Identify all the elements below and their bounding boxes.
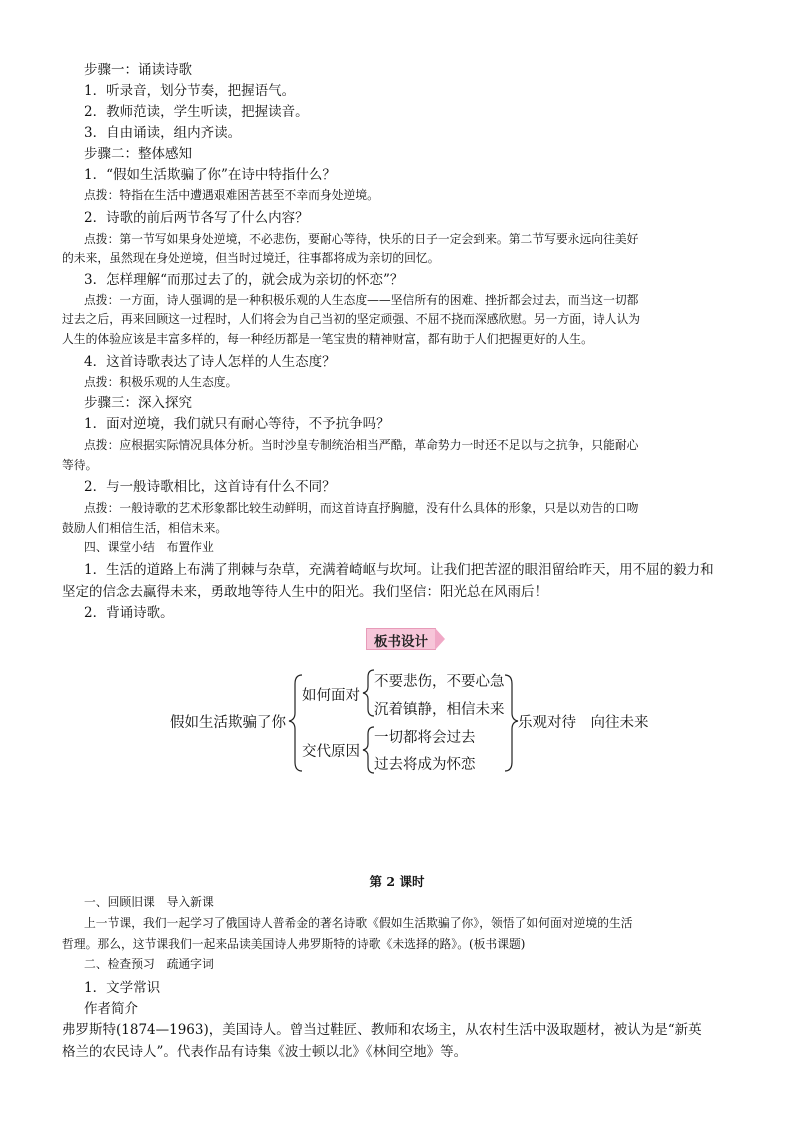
question-2: 2．诗歌的前后两节各写了什么内容？	[84, 210, 309, 226]
upper-left-brace	[363, 670, 374, 716]
answer-5-line-2: 等待。	[62, 458, 98, 472]
board-result: 乐观对待 向往未来	[518, 715, 649, 731]
question-6: 2．与一般诗歌相比，这首诗有什么不同？	[84, 479, 336, 495]
step1-item-2: 2．教师范读，学生听读，把握读音。	[84, 104, 309, 120]
answer-6-line-2: 鼓励人们相信生活，相信未来。	[62, 521, 228, 535]
question-1: 1．“假如生活欺骗了你”在诗中特指什么？	[84, 167, 336, 183]
lesson2-part2-title: 二、检查预习 疏通字词	[84, 957, 214, 971]
step3-title: 步骤三：深入探究	[84, 395, 192, 411]
board-branch-2-a: 一切都将会过去	[374, 730, 476, 746]
answer-6-line-1: 点拨：一般诗歌的艺术形象都比较生动鲜明，而这首诗直抒胸臆，没有什么具体的形象，只是以劝告的口吻	[84, 501, 639, 515]
board-branch-1: 如何面对	[302, 688, 360, 704]
step1-title: 步骤一：诵读诗歌	[84, 62, 192, 78]
part4-title: 四、课堂小结 布置作业	[84, 540, 214, 554]
author-title: 作者简介	[84, 1001, 138, 1017]
summary-line-2: 坚定的信念去赢得未来，勇敢地等待人生中的阳光。我们坚信：阳光总在风雨后！	[62, 584, 548, 600]
step2-title: 步骤二：整体感知	[84, 146, 192, 162]
answer-2-line-2: 的未来，虽然现在身处逆境，但当时过境迁，往事都将成为亲切的回忆。	[62, 251, 440, 265]
question-5: 1．面对逆境，我们就只有耐心等待，不予抗争吗？	[84, 416, 390, 432]
banner-label: 板书设计	[374, 634, 428, 650]
answer-4: 点拨：积极乐观的人生态度。	[84, 375, 238, 389]
board-branch-1-b: 沉着镇静，相信未来	[374, 702, 505, 718]
step1-item-1: 1．听录音，划分节奏，把握语气。	[84, 83, 296, 99]
step1-item-3: 3．自由诵读，组内齐读。	[84, 125, 242, 141]
outer-right-brace	[505, 675, 518, 771]
lesson2-heading: 第 2 课时	[369, 874, 425, 889]
homework: 2．背诵诗歌。	[84, 605, 174, 621]
lesson2-intro-line-2: 哲理。那么，这节课我们一起来品读美国诗人弗罗斯特的诗歌《未选择的路》。(板书课题)	[62, 937, 526, 951]
answer-3-line-1: 点拨：一方面，诗人强调的是一种积极乐观的人生态度——坚信所有的困难、挫折都会过去，而当这一切都	[84, 293, 639, 307]
question-3: 3．怎样理解“而那过去了的，就会成为亲切的怀恋”？	[84, 272, 404, 288]
author-line-2: 格兰的农民诗人”。代表作品有诗集《波士顿以北》《林间空地》等。	[62, 1044, 468, 1060]
lesson2-item-1: 1．文学常识	[84, 980, 161, 996]
lower-left-brace	[363, 727, 374, 773]
author-line-1: 弗罗斯特(1874—1963)，美国诗人。曾当过鞋匠、教师和农场主，从农村生活中汲取题材，被认为是“新英	[62, 1022, 702, 1038]
board-branch-2: 交代原因	[302, 744, 360, 760]
summary-line-1: 1．生活的道路上布满了荆棘与杂草，充满着崎岖与坎坷。让我们把苦涩的眼泪留给昨天，用不屈的毅力和	[84, 562, 714, 578]
answer-5-line-1: 点拨：应根据实际情况具体分析。当时沙皇专制统治相当严酷，革命势力一时还不足以与之抗争，只能耐心	[84, 438, 639, 452]
answer-3-line-2: 过去之后，再来回顾这一过程时，人们将会为自己当初的坚定顽强、不屈不挠而深感欣慰。另一方面，诗人认为	[62, 312, 641, 326]
board-title: 假如生活欺骗了你	[170, 715, 286, 731]
answer-3-line-3: 人生的体验应该是丰富多样的，每一种经历都是一笔宝贵的精神财富，都有助于人们把握更好的人生。	[62, 332, 593, 346]
board-branch-1-a: 不要悲伤，不要心急	[374, 674, 505, 690]
board-branch-2-b: 过去将成为怀恋	[374, 757, 476, 773]
lesson2-intro-line-1: 上一节课，我们一起学习了俄国诗人普希金的著名诗歌《假如生活欺骗了你》，领悟了如何面对逆境的生活	[84, 916, 633, 930]
answer-1: 点拨：特指在生活中遭遇艰难困苦甚至不幸而身处逆境。	[84, 188, 379, 202]
answer-2-line-1: 点拨：第一节写如果身处逆境，不必悲伤，要耐心等待，快乐的日子一定会到来。第二节写要永远向往美好	[84, 232, 639, 246]
question-4: 4．这首诗歌表达了诗人怎样的人生态度？	[84, 354, 336, 370]
outer-left-brace	[289, 675, 302, 771]
lesson2-part1-title: 一、回顾旧课 导入新课	[84, 895, 214, 909]
